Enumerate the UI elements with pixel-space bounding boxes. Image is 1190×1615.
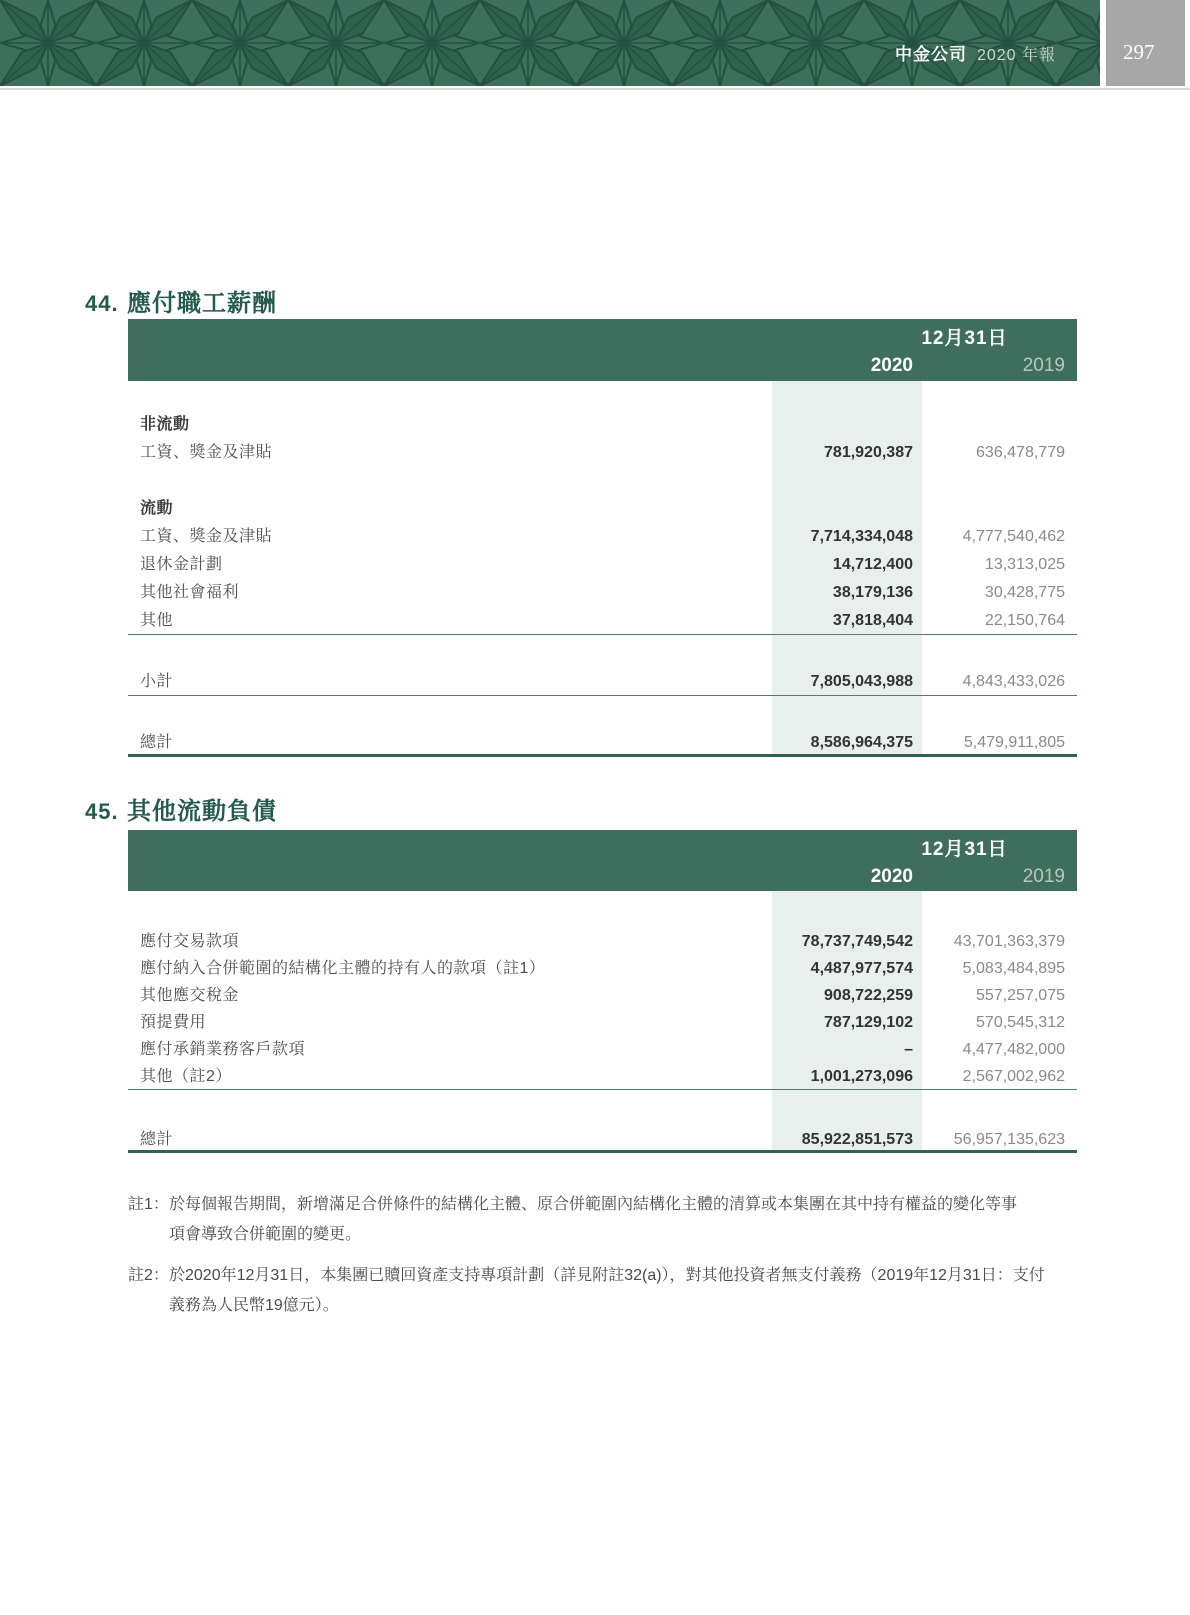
table-row xyxy=(128,607,1077,635)
date-header: 12月31日 xyxy=(921,839,1008,860)
table-row xyxy=(128,579,1077,607)
row-label: 流動 xyxy=(140,500,174,517)
value-2019: 22,150,764 xyxy=(984,612,1065,629)
section-44-title xyxy=(85,283,277,318)
col-header-2020: 2020 xyxy=(870,355,913,376)
report-edition: 2020 年報 xyxy=(976,47,1056,64)
banner-divider xyxy=(0,88,1190,90)
table-header-band xyxy=(128,830,1077,891)
row-label: 其他應交稅金 xyxy=(140,987,240,1004)
table-body xyxy=(128,381,1077,757)
value-2019: 13,313,025 xyxy=(984,556,1065,573)
value-2020: 7,714,334,048 xyxy=(810,528,913,545)
footnote-2 xyxy=(128,1261,1078,1321)
table-row xyxy=(128,955,1077,982)
table-employee-compensation xyxy=(128,319,1077,757)
page-number: 297 xyxy=(1123,40,1155,64)
row-label: 應付交易款項 xyxy=(140,933,240,950)
company-name: 中金公司 xyxy=(894,45,967,64)
row-label: 應付納入合併範圍的結構化主體的持有人的款項（註1） xyxy=(140,960,546,977)
row-label: 其他社會福利 xyxy=(140,584,240,601)
section-number: 44. xyxy=(85,291,119,316)
footnote-text xyxy=(169,1190,1078,1250)
value-2020: 4,487,977,574 xyxy=(810,960,913,977)
subtotal-row xyxy=(128,668,1077,696)
value-2019: 636,478,779 xyxy=(976,444,1065,461)
section-name: 應付職工薪酬 xyxy=(127,290,277,317)
page-number-box xyxy=(1106,0,1185,86)
row-label: 其他 xyxy=(140,612,174,629)
row-label: 工資、獎金及津貼 xyxy=(140,528,273,545)
value-2020: 85,922,851,573 xyxy=(801,1131,913,1148)
table-row xyxy=(128,928,1077,955)
spacer xyxy=(128,1090,1077,1126)
section-number: 45. xyxy=(85,799,119,824)
table-row xyxy=(128,411,1077,439)
value-2020: 787,129,102 xyxy=(824,1014,913,1031)
spacer xyxy=(128,696,1077,729)
value-2019: 4,477,482,000 xyxy=(962,1041,1065,1058)
row-label: 總計 xyxy=(140,1131,174,1148)
banner-pattern xyxy=(0,0,1100,86)
row-label: 應付承銷業務客戶款項 xyxy=(140,1041,306,1058)
value-2020: 7,805,043,988 xyxy=(810,673,913,690)
date-header: 12月31日 xyxy=(921,328,1008,349)
value-2020: 78,737,749,542 xyxy=(801,933,913,950)
total-row xyxy=(128,729,1077,757)
table-row xyxy=(128,1063,1077,1090)
total-row xyxy=(128,1126,1077,1153)
table-other-current-liabilities xyxy=(128,830,1077,1153)
row-label: 退休金計劃 xyxy=(140,556,223,573)
value-2019: 56,957,135,623 xyxy=(953,1131,1065,1148)
value-2020: 38,179,136 xyxy=(832,584,913,601)
value-2020: 1,001,273,096 xyxy=(810,1068,913,1085)
value-2020: 37,818,404 xyxy=(832,612,913,629)
row-label: 工資、獎金及津貼 xyxy=(140,444,273,461)
value-2019: 2,567,002,962 xyxy=(962,1068,1065,1085)
footnote-label: 註2： xyxy=(128,1267,169,1284)
table-body xyxy=(128,891,1077,1153)
value-2019: 30,428,775 xyxy=(984,584,1065,601)
table-row xyxy=(128,1009,1077,1036)
footnote-1 xyxy=(128,1190,1078,1250)
value-2020: 8,586,964,375 xyxy=(810,734,913,751)
value-2019: 5,083,484,895 xyxy=(962,960,1065,977)
value-2020: 908,722,259 xyxy=(824,987,913,1004)
col-header-2019: 2019 xyxy=(1022,866,1065,887)
table-row xyxy=(128,495,1077,523)
value-2020: 781,920,387 xyxy=(824,444,913,461)
footnote-text xyxy=(169,1261,1078,1321)
table-row xyxy=(128,1036,1077,1063)
row-label: 預提費用 xyxy=(140,1014,207,1031)
value-2019: 570,545,312 xyxy=(976,1014,1065,1031)
col-header-2020: 2020 xyxy=(870,866,913,887)
footnote-line: 義務為人民幣19億元）。 xyxy=(169,1297,339,1314)
table-row xyxy=(128,523,1077,551)
row-label: 其他（註2） xyxy=(140,1068,232,1085)
spacer xyxy=(128,635,1077,668)
value-2019: 4,777,540,462 xyxy=(962,528,1065,545)
footnote-line: 項會導致合併範圍的變更。 xyxy=(169,1226,362,1243)
value-2019: 4,843,433,026 xyxy=(962,673,1065,690)
value-2020: 14,712,400 xyxy=(832,556,913,573)
footnote-line: 於2020年12月31日，本集團已贖回資產支持專項計劃（詳見附註32(a)），對其他投資者無支付義務（2019年12月31日：支付 xyxy=(169,1267,1045,1284)
spacer xyxy=(128,891,1077,928)
table-row xyxy=(128,439,1077,467)
year-headers xyxy=(128,867,1077,887)
row-label: 非流動 xyxy=(140,416,190,433)
spacer xyxy=(128,467,1077,495)
value-2019: 5,479,911,805 xyxy=(963,734,1065,751)
row-label: 總計 xyxy=(140,734,174,751)
col-header-2019: 2019 xyxy=(1022,355,1065,376)
banner-title xyxy=(895,46,1056,64)
spacer xyxy=(128,381,1077,411)
value-2019: 43,701,363,379 xyxy=(953,933,1065,950)
value-2019: 557,257,075 xyxy=(976,987,1065,1004)
footnote-line: 於每個報告期間，新增滿足合併條件的結構化主體、原合併範圍內結構化主體的清算或本集團在其中持有權益的變化等事 xyxy=(169,1196,1018,1213)
year-headers xyxy=(128,356,1077,376)
section-45-title xyxy=(85,791,277,826)
footnote-label: 註1： xyxy=(128,1196,169,1213)
table-row xyxy=(128,551,1077,579)
table-header-band xyxy=(128,319,1077,381)
footnotes xyxy=(128,1190,1078,1332)
table-row xyxy=(128,982,1077,1009)
header-banner xyxy=(0,0,1100,86)
section-name: 其他流動負債 xyxy=(127,798,277,825)
row-label: 小計 xyxy=(140,673,174,690)
value-2020: – xyxy=(904,1041,913,1058)
